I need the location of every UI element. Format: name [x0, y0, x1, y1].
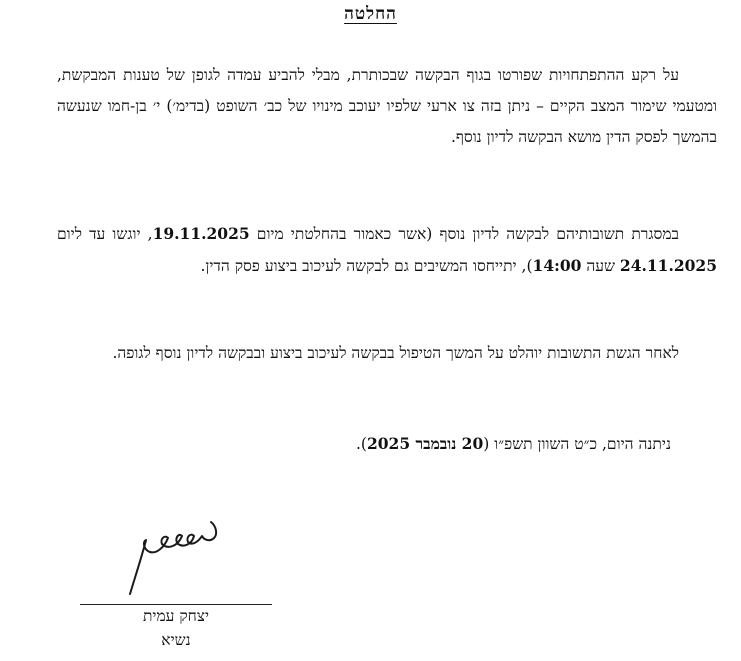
paragraph-2-date-2: 24.11.2025	[619, 256, 717, 275]
handwritten-signature	[118, 512, 223, 600]
paragraph-1-text: על רקע ההתפתחויות שפורטו בגוף הבקשה שבכותרת, מבלי להביע עמדה לגופן של טענות המבקשת, ומטעמי שימור המצב הקיים – ניתן בזה צו ארעי שלפיו יעוכב מינויו של כב׳ השופט (בדימ׳) י׳ בן-חמו שנעשה בהמשך לפסק הדין מושא הבקשה לדיון נוסף.	[57, 66, 717, 146]
paragraph-3-text: לאחר הגשת התשובות יוהלט על המשך הטיפול בבקשה לעיכוב ביצוע ובבקשה לדיון נוסף לגופה.	[112, 344, 679, 362]
paragraph-2-text-c: שעה	[581, 257, 620, 275]
paragraph-2-date-1: 19.11.2025	[152, 224, 250, 243]
signer-name: יצחק עמית	[142, 607, 210, 625]
paragraph-2	[57, 218, 717, 282]
paragraph-2-text-a: במסגרת תשובותיהם לבקשה לדיון נוסף (אשר כאמור בהחלטתי מיום	[249, 225, 679, 243]
paragraph-3	[57, 338, 717, 369]
signer-role: נשיא	[161, 631, 191, 649]
given-today-line	[356, 428, 671, 460]
paragraph-2-text-d: ), יתייחסו המשיבים גם לבקשה לעיכוב ביצוע פסק הדין.	[200, 257, 533, 275]
paragraph-2-time: 14:00	[532, 256, 582, 275]
given-today-date: 20 נובמבר 2025	[366, 434, 484, 453]
given-today-text-b: ).	[356, 435, 367, 453]
paragraph-1	[57, 60, 717, 153]
paragraph-2-text-b: , יוגשו עד ליום	[57, 225, 153, 243]
document-title: החלטה	[344, 4, 397, 24]
given-today-text-a: ניתנה היום, כ״ט השוון תשפ״ו (	[483, 435, 671, 453]
